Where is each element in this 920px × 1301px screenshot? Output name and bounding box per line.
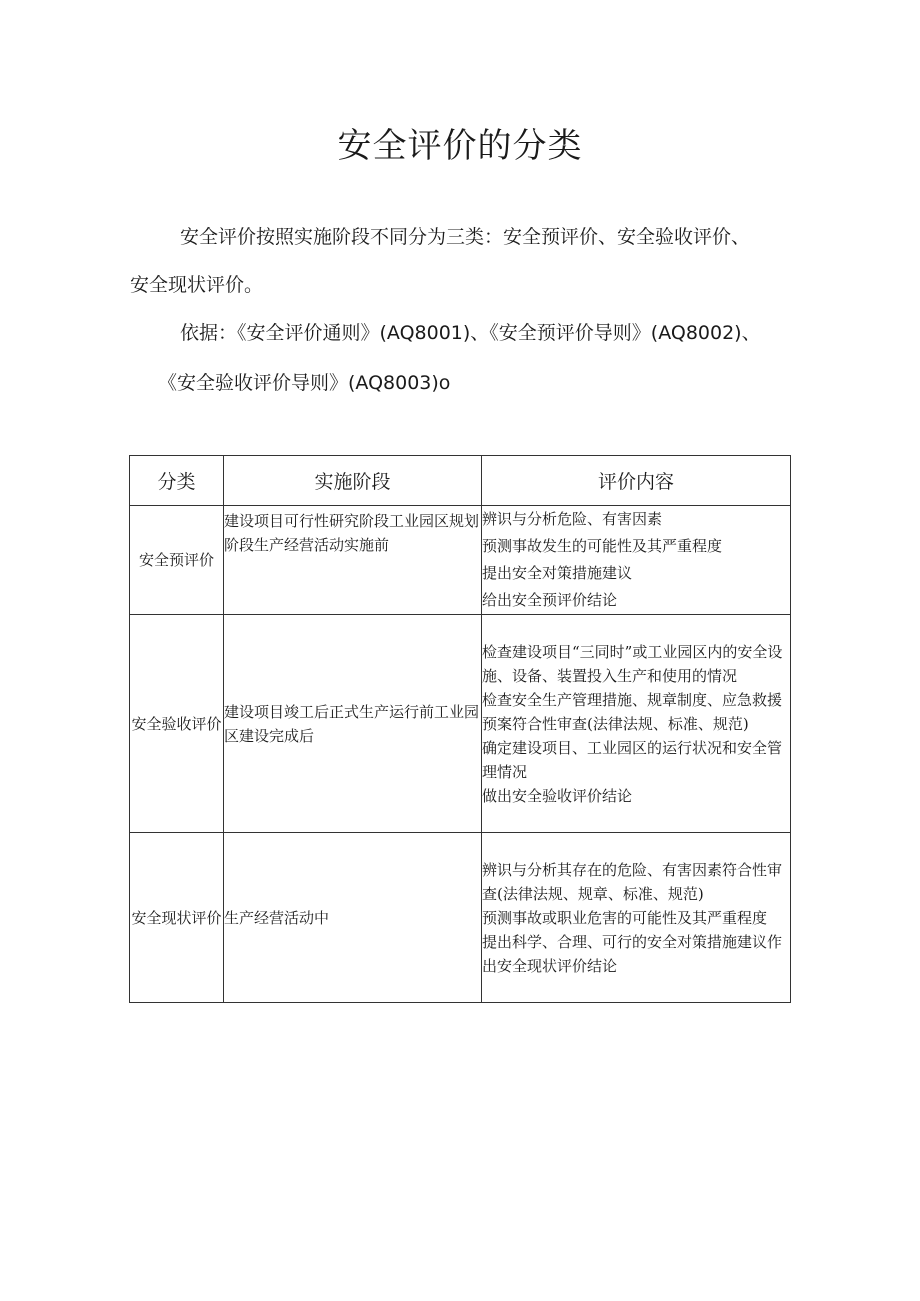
content-item: 辨识与分析其存在的危险、有害因素符合性审查(法律法规、规章、标准、规范) (482, 860, 783, 903)
table-header-row (130, 456, 791, 506)
content-item: 确定建设项目、工业园区的运行状况和安全管理情况 (482, 738, 783, 781)
header-stage: 实施阶段 (224, 456, 482, 506)
basis-line-2: 《安全验收评价导则》(AQ8003)o (158, 372, 451, 394)
category-cell: 安全预评价 (130, 506, 224, 615)
content-cell (482, 506, 791, 615)
page-title: 安全评价的分类 (337, 126, 583, 166)
header-content: 评价内容 (482, 456, 791, 506)
intro-line-2: 安全现状评价。 (130, 274, 264, 296)
category-cell: 安全验收评价 (130, 615, 224, 833)
classification-table (129, 455, 791, 1003)
table-row (130, 506, 791, 615)
content-cell (482, 615, 791, 833)
intro-line-1: 安全评价按照实施阶段不同分为三类：安全预评价、安全验收评价、 (180, 226, 751, 248)
stage-cell: 生产经营活动中 (224, 833, 482, 1003)
content-item: 预测事故发生的可能性及其严重程度 (482, 537, 723, 555)
header-category: 分类 (130, 456, 224, 506)
content-item: 辨识与分析危险、有害因素 (482, 510, 663, 528)
content-cell (482, 833, 791, 1003)
category-cell: 安全现状评价 (130, 833, 224, 1003)
content-item: 给出安全预评价结论 (482, 591, 618, 609)
content-item: 做出安全验收评价结论 (482, 786, 633, 805)
content-item: 预测事故或职业危害的可能性及其严重程度 (482, 908, 768, 927)
content-item: 检查建设项目“三同时”或工业园区内的安全设施、设备、装置投入生产和使用的情况 (482, 642, 783, 685)
stage-cell: 建设项目可行性研究阶段工业园区规划阶段生产经营活动实施前 (224, 506, 482, 615)
table-row (130, 615, 791, 833)
content-item: 提出安全对策措施建议 (482, 564, 633, 582)
basis-line-1: 依据：《安全评价通则》(AQ8001)、《安全预评价导则》(AQ8002)、 (180, 322, 761, 344)
content-item: 检查安全生产管理措施、规章制度、应急救援预案符合性审查(法律法规、标准、规范) (482, 690, 783, 733)
table-row (130, 833, 791, 1003)
content-item: 提出科学、合理、可行的安全对策措施建议作出安全现状评价结论 (482, 932, 783, 975)
stage-cell: 建设项目竣工后正式生产运行前工业园区建设完成后 (224, 615, 482, 833)
